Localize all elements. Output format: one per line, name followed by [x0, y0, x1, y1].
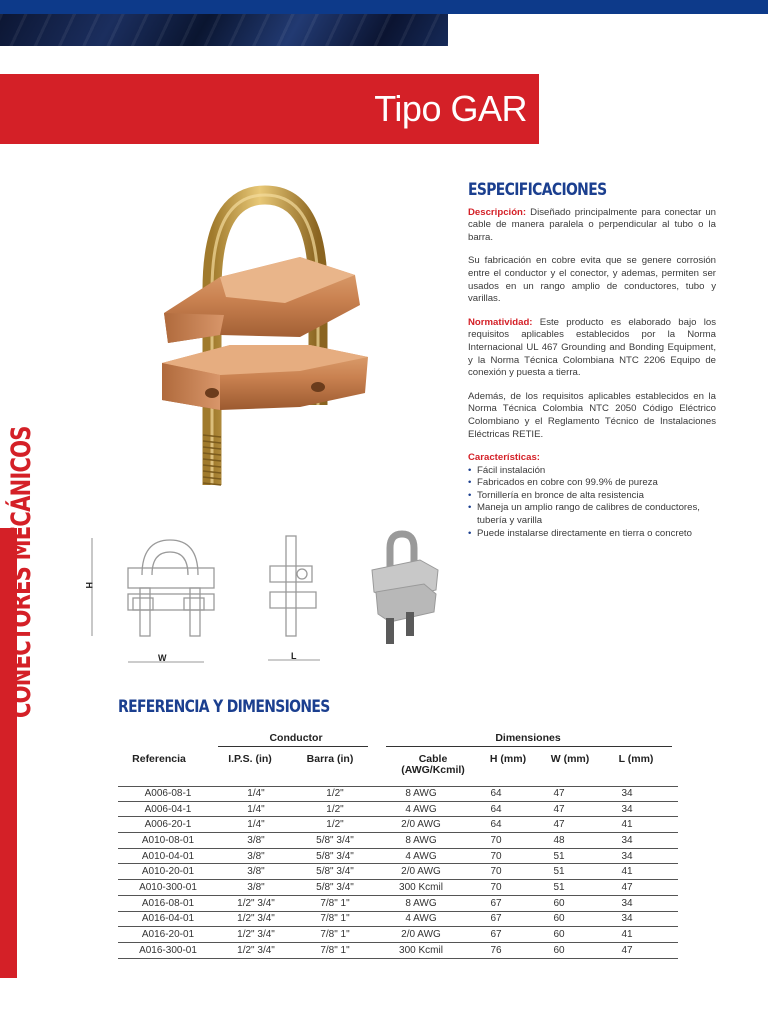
cell-l: 34 — [621, 834, 633, 846]
normativity-paragraph — [468, 317, 716, 380]
description-label: Descripción: — [468, 206, 527, 218]
cell-w: 47 — [553, 788, 565, 800]
cell-referencia: A010-04-01 — [141, 850, 195, 862]
cell-l: 34 — [621, 897, 633, 909]
cell-barra: 5/8" 3/4" — [316, 881, 354, 893]
cell-barra: 1/2" — [326, 803, 344, 815]
h-dimension-label: H — [84, 582, 94, 589]
cell-h: 70 — [490, 850, 502, 862]
cell-ips: 1/2" 3/4" — [237, 929, 275, 941]
cell-ips: 1/4" — [247, 803, 265, 815]
table-row — [118, 802, 678, 818]
fabrication-paragraph: Su fabricación en cobre evita que se genere corrosión entre el conductor y el conector, y ademas, permiten ser usados en un rango amplio de conductores, tubo y varillas. — [468, 255, 716, 305]
header-l: L (mm) — [618, 753, 654, 765]
description-text: Diseñado principalmente para conectar un cable de manera paralela o perpendicular al tubo o la barra. — [468, 206, 716, 243]
cell-referencia: A016-20-01 — [141, 929, 195, 941]
cell-l: 34 — [621, 850, 633, 862]
dimensions-group-underline — [386, 746, 672, 747]
w-dimension-label: W — [158, 653, 167, 663]
cell-referencia: A010-08-01 — [141, 834, 195, 846]
cell-h: 64 — [490, 788, 502, 800]
cell-ips: 3/8" — [247, 850, 265, 862]
normativity-text: Este producto es elaborado bajo los requisitos aplicables establecidos por la Norma Internacional UL 467 Grounding and Bonding Equipment, y la Norma Técnica Colombiana NTC 2206 Equipo de conexión y puesta a tierra. — [468, 316, 716, 379]
technical-drawings — [80, 530, 440, 670]
table-row — [118, 849, 678, 865]
list-item: • Fabricados en cobre con 99.9% de pureza — [468, 477, 716, 490]
cell-referencia: A010-300-01 — [139, 881, 197, 893]
table-row — [118, 896, 678, 912]
cell-w: 47 — [553, 803, 565, 815]
top-decorative-banner — [0, 14, 448, 46]
table-row — [118, 864, 678, 880]
cell-h: 70 — [490, 866, 502, 878]
cell-h: 67 — [490, 897, 502, 909]
cell-ips: 3/8" — [247, 881, 265, 893]
cell-ips: 1/2" 3/4" — [237, 944, 275, 956]
table-row — [118, 912, 678, 928]
cell-barra: 5/8" 3/4" — [316, 834, 354, 846]
title-band — [0, 74, 539, 144]
header-h: H (mm) — [489, 753, 527, 765]
cell-l: 47 — [621, 881, 633, 893]
cell-cable: 300 Kcmil — [399, 944, 443, 956]
cell-cable: 4 AWG — [405, 850, 437, 862]
cell-cable: 4 AWG — [405, 803, 437, 815]
cell-referencia: A006-08-1 — [144, 788, 192, 800]
specifications-heading: ESPECIFICACIONES — [468, 180, 607, 200]
cell-w: 60 — [553, 929, 565, 941]
reference-dimensions-heading: REFERENCIA Y DIMENSIONES — [118, 697, 330, 717]
cell-w: 51 — [553, 866, 565, 878]
cell-l: 34 — [621, 788, 633, 800]
cell-barra: 7/8" 1" — [320, 944, 350, 956]
header-ips: I.P.S. (in) — [228, 753, 272, 765]
side-view-drawing — [270, 536, 316, 636]
top-blue-bar — [0, 0, 768, 14]
characteristics-label: Características: — [468, 452, 540, 464]
characteristics-list — [468, 465, 716, 541]
header-barra: Barra (in) — [306, 753, 354, 765]
table-row — [118, 833, 678, 849]
front-view-drawing — [128, 540, 214, 636]
cell-cable: 4 AWG — [405, 913, 437, 925]
additional-norms-paragraph: Además, de los requisitos aplicables establecidos en la Norma Técnica Colombia NTC 2050 Código Eléctrico Colombiano y el Reglamento Técnico de Instalaciones Eléctricas RETIE. — [468, 390, 716, 440]
cell-referencia: A006-20-1 — [144, 819, 192, 831]
specifications-panel — [468, 180, 716, 540]
cell-ips: 1/4" — [247, 788, 265, 800]
cell-l: 41 — [621, 866, 633, 878]
cell-referencia: A010-20-01 — [141, 866, 195, 878]
normativity-label: Normatividad: — [468, 316, 533, 328]
cell-barra: 1/2" — [326, 788, 344, 800]
description-paragraph — [468, 207, 716, 245]
cell-w: 47 — [553, 819, 565, 831]
cell-cable: 2/0 AWG — [401, 819, 441, 831]
conductor-group-underline — [218, 746, 368, 747]
cell-w: 51 — [553, 850, 565, 862]
cell-ips: 1/2" 3/4" — [237, 897, 275, 909]
cell-ips: 3/8" — [247, 834, 265, 846]
cell-ips: 3/8" — [247, 866, 265, 878]
list-item: • Maneja un amplio rango de calibres de conductores, tubería y varilla — [468, 502, 716, 527]
cell-w: 60 — [553, 913, 565, 925]
header-cable-line1: Cable — [418, 753, 448, 765]
header-cable-line2: (AWG/Kcmil) — [401, 764, 465, 776]
cell-barra: 1/2" — [326, 819, 344, 831]
table-body — [118, 786, 678, 959]
cell-h: 67 — [490, 913, 502, 925]
table-row — [118, 927, 678, 943]
cell-h: 64 — [490, 819, 502, 831]
list-item: • Fácil instalación — [468, 465, 716, 478]
cell-cable: 8 AWG — [405, 897, 437, 909]
table-row — [118, 943, 678, 959]
cell-referencia: A006-04-1 — [144, 803, 192, 815]
table-row — [118, 817, 678, 833]
cell-l: 34 — [621, 803, 633, 815]
table-row — [118, 880, 678, 896]
cell-barra: 7/8" 1" — [320, 913, 350, 925]
table-row — [118, 786, 678, 802]
cell-cable: 300 Kcmil — [399, 881, 443, 893]
cell-referencia: A016-08-01 — [141, 897, 195, 909]
cell-l: 47 — [621, 944, 633, 956]
cell-referencia: A016-300-01 — [139, 944, 197, 956]
cell-cable: 2/0 AWG — [401, 866, 441, 878]
cell-h: 64 — [490, 803, 502, 815]
dimensions-group-header: Dimensiones — [495, 732, 561, 744]
header-cable — [390, 754, 476, 776]
cell-cable: 2/0 AWG — [401, 929, 441, 941]
header-w: W (mm) — [550, 753, 590, 765]
cell-h: 70 — [490, 881, 502, 893]
cell-cable: 8 AWG — [405, 834, 437, 846]
cell-h: 76 — [490, 944, 502, 956]
product-image — [150, 185, 380, 505]
cell-l: 41 — [621, 929, 633, 941]
cell-barra: 7/8" 1" — [320, 929, 350, 941]
cell-cable: 8 AWG — [405, 788, 437, 800]
cell-h: 67 — [490, 929, 502, 941]
cell-h: 70 — [490, 834, 502, 846]
cell-ips: 1/4" — [247, 819, 265, 831]
cell-barra: 7/8" 1" — [320, 897, 350, 909]
cell-w: 60 — [553, 897, 565, 909]
list-item: • Tornillería en bronce de alta resistencia — [468, 490, 716, 503]
cell-w: 60 — [553, 944, 565, 956]
l-dimension-label: L — [291, 651, 297, 661]
cell-w: 51 — [553, 881, 565, 893]
side-section-label: CONECTORES MECÁNICOS — [6, 426, 37, 718]
cell-barra: 5/8" 3/4" — [316, 850, 354, 862]
header-referencia: Referencia — [132, 753, 186, 765]
conductor-group-header: Conductor — [269, 732, 323, 744]
cell-barra: 5/8" 3/4" — [316, 866, 354, 878]
page-title: Tipo GAR — [374, 88, 527, 129]
list-item: • Puede instalarse directamente en tierra o concreto — [468, 528, 716, 541]
cell-w: 48 — [553, 834, 565, 846]
cell-referencia: A016-04-01 — [141, 913, 195, 925]
render-3d-drawing — [372, 534, 438, 644]
cell-l: 41 — [621, 819, 633, 831]
cell-ips: 1/2" 3/4" — [237, 913, 275, 925]
cell-l: 34 — [621, 913, 633, 925]
